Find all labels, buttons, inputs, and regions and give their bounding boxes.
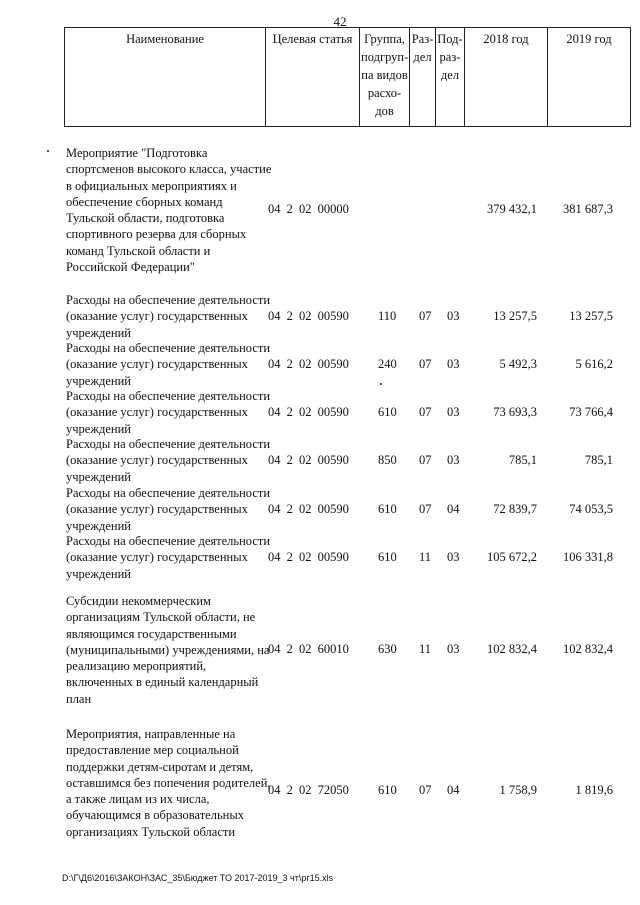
header-2019: 2019 год [548, 28, 631, 127]
row-group: 630 [378, 642, 397, 656]
row-2019: 785,1 [584, 453, 613, 467]
row-podrazdel: 04 [447, 783, 460, 797]
row-razdel: 07 [419, 357, 432, 371]
margin-mark [47, 150, 49, 152]
row-code: 04 2 02 00590 [268, 309, 349, 323]
row-razdel: 07 [419, 502, 432, 516]
row-podrazdel: 03 [447, 453, 460, 467]
header-razdel: Раз-дел [410, 28, 436, 127]
row-razdel: 11 [419, 550, 432, 564]
row-name: Субсидии некоммерческим организациям Тульской области, не являющимся государственными (муниципальными) учреждениями, на реализацию мероприятий, включенных в единый календарный план [66, 594, 270, 706]
row-name: Расходы на обеспечение деятельности (оказание услуг) государственных учреждений [66, 389, 271, 436]
page-number: 42 [333, 14, 347, 29]
header-podrazdel: Под-раз-дел [436, 28, 465, 127]
header-target: Целевая статья [266, 28, 360, 127]
row-2018: 105 672,2 [487, 550, 537, 564]
row-razdel: 11 [419, 642, 432, 656]
row-2019: 13 257,5 [569, 309, 613, 323]
row-podrazdel: 03 [447, 309, 460, 323]
header-2018: 2018 год [465, 28, 548, 127]
header-name: Наименование [65, 28, 266, 127]
row-2019: 106 331,8 [563, 550, 613, 564]
row-name: Расходы на обеспечение деятельности (оказание услуг) государственных учреждений [66, 437, 271, 484]
stray-mark [380, 383, 382, 385]
row-code: 04 2 02 72050 [268, 783, 349, 797]
row-name: Расходы на обеспечение деятельности (оказание услуг) государственных учреждений [66, 341, 271, 388]
row-name: Мероприятие "Подготовка спортсменов высокого класса, участие в официальных мероприятиях и обеспечение сборных команд Тульской области, подготовка спортивного резерва для сборных команд Тульской области и Российской Федерации" [66, 146, 272, 275]
row-name: Расходы на обеспечение деятельности (оказание услуг) государственных учреждений [66, 293, 271, 340]
row-podrazdel: 03 [447, 642, 460, 656]
row-name: Мероприятия, направленные на предоставление мер социальной поддержки детям-сиротам и детям, оставшимся без попечения родителей, а также лицам из их числа, обучающимся в образовательных организациях Тульской области [66, 727, 271, 839]
row-2019: 73 766,4 [569, 405, 613, 419]
row-2018: 1 758,9 [499, 783, 537, 797]
row-2019: 102 832,4 [563, 642, 613, 656]
row-2018: 785,1 [508, 453, 537, 467]
row-razdel: 07 [419, 405, 432, 419]
row-code: 04 2 02 00590 [268, 502, 349, 516]
header-group: Группа, подгруп-па видов расхо-дов [360, 28, 410, 127]
row-name: Расходы на обеспечение деятельности (оказание услуг) государственных учреждений [66, 534, 271, 581]
row-code: 04 2 02 00590 [268, 357, 349, 371]
row-group: 610 [378, 550, 397, 564]
row-2018: 102 832,4 [487, 642, 537, 656]
row-2018: 379 432,1 [487, 202, 537, 216]
row-razdel: 07 [419, 309, 432, 323]
row-code: 04 2 02 00590 [268, 550, 349, 564]
row-2018: 72 839,7 [493, 502, 537, 516]
row-group: 610 [378, 783, 397, 797]
row-code: 04 2 02 00590 [268, 453, 349, 467]
row-podrazdel: 03 [447, 405, 460, 419]
row-code: 04 2 02 60010 [268, 642, 349, 656]
row-podrazdel: 03 [447, 357, 460, 371]
row-name: Расходы на обеспечение деятельности (оказание услуг) государственных учреждений [66, 486, 271, 533]
row-code: 04 2 02 00590 [268, 405, 349, 419]
table-header [64, 27, 631, 127]
row-razdel: 07 [419, 783, 432, 797]
row-2018: 5 492,3 [499, 357, 537, 371]
row-podrazdel: 04 [447, 502, 460, 516]
row-group: 610 [378, 502, 397, 516]
row-2019: 1 819,6 [575, 783, 613, 797]
row-2018: 13 257,5 [493, 309, 537, 323]
row-group: 240 [378, 357, 397, 371]
row-2018: 73 693,3 [493, 405, 537, 419]
row-code: 04 2 02 00000 [268, 202, 349, 216]
row-group: 610 [378, 405, 397, 419]
row-group: 110 [378, 309, 397, 323]
file-path-footer: D:\Г\Д6\2016\ЗАКОН\ЗАС_35\Бюджет ТО 2017-2019_3 чт\рг15.xls [62, 873, 334, 883]
row-2019: 381 687,3 [563, 202, 613, 216]
row-podrazdel: 03 [447, 550, 460, 564]
row-razdel: 07 [419, 453, 432, 467]
row-2019: 74 053,5 [569, 502, 613, 516]
row-2019: 5 616,2 [575, 357, 613, 371]
row-group: 850 [378, 453, 397, 467]
